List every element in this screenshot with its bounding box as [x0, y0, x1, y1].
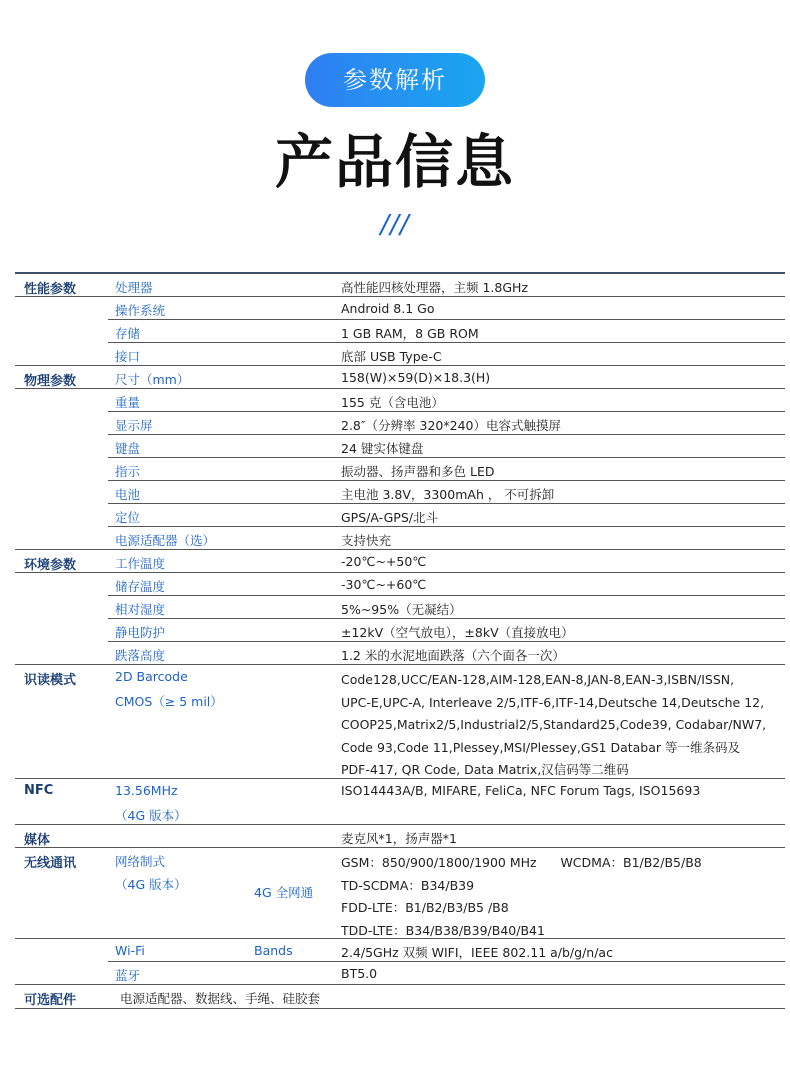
spec-label: 相对湿度 [115, 602, 166, 617]
section-badge: 参数解析 [305, 53, 485, 107]
spec-label: 指示 [115, 464, 141, 479]
spec-value-line: Code128,UCC/EAN-128,AIM-128,EAN-8,JAN-8,EAN-3,ISBN/ISSN, [341, 672, 735, 687]
spec-label: 储存温度 [115, 579, 166, 594]
category-label: 识读模式 [24, 673, 77, 688]
table-row [108, 939, 785, 962]
media-row [15, 825, 785, 848]
category-label: 可选配件 [24, 993, 77, 1008]
spec-value: 158(W)×59(D)×18.3(H) [341, 370, 491, 385]
category-label: 媒体 [24, 833, 51, 848]
spec-value: GPS/A-GPS/北斗 [341, 510, 438, 525]
physical-group [15, 366, 785, 550]
table-row [108, 619, 785, 642]
accessories-row [15, 985, 785, 1009]
spec-label: 跌落高度 [115, 648, 166, 663]
spec-label: Wi-Fi [115, 943, 145, 958]
table-row [108, 297, 785, 320]
table-row [108, 412, 785, 435]
spec-value: 2.8″（分辨率 320*240）电容式触摸屏 [341, 418, 561, 433]
spec-value: 电源适配器、数据线、手绳、硅胶套 [120, 991, 321, 1006]
spec-value: 主电池 3.8V，3300mAh ， 不可拆卸 [341, 487, 555, 502]
table-row [15, 962, 785, 985]
spec-value: 1.2 米的水泥地面跌落（六个面各一次） [341, 648, 565, 663]
category-label: 无线通讯 [24, 856, 77, 871]
spec-label: 蓝牙 [115, 968, 141, 983]
spec-value: Android 8.1 Go [341, 301, 435, 316]
spec-label: 接口 [115, 349, 141, 364]
spec-label: 静电防护 [115, 625, 166, 640]
spec-label: 电池 [115, 487, 141, 502]
spec-value-line: COOP25,Matrix2/5,Industrial2/5,Standard25,Code39, Codabar/NW7, [341, 717, 767, 732]
table-row [15, 527, 785, 550]
table-row [108, 389, 785, 412]
spec-label: 定位 [115, 510, 141, 525]
table-row [108, 481, 785, 504]
table-row [108, 320, 785, 343]
spec-label: 网络制式 [115, 854, 166, 869]
spec-value: 1 GB RAM，8 GB ROM [341, 326, 479, 341]
table-row [15, 848, 785, 939]
spec-mid-label: Bands [254, 943, 293, 958]
page-title: 产品信息 [274, 128, 515, 196]
spec-label: 重量 [115, 395, 141, 410]
spec-label: 电源适配器（选） [115, 533, 216, 548]
spec-value-line: TD-SCDMA：B34/B39 [341, 877, 475, 893]
category-label: 环境参数 [24, 558, 77, 573]
spec-table [15, 272, 785, 1009]
spec-value: 5%~95%（无凝结） [341, 602, 462, 617]
spec-value: 底部 USB Type-C [341, 349, 442, 364]
table-row [108, 596, 785, 619]
table-row [15, 550, 785, 573]
spec-value-line: Code 93,Code 11,Plessey,MSI/Plessey,GS1 Databar 等一维条码及 [341, 739, 740, 755]
category-label: NFC [24, 783, 54, 798]
spec-value: -20℃~+50℃ [341, 554, 427, 569]
spec-label: 2D Barcode [115, 669, 188, 684]
spec-value-line: TDD-LTE：B34/B38/B39/B40/B41 [341, 922, 545, 938]
table-row [15, 366, 785, 389]
spec-label: 显示屏 [115, 418, 153, 433]
category-label: 物理参数 [24, 374, 77, 389]
performance-group [15, 274, 785, 366]
spec-value: 155 克（含电池） [341, 395, 444, 410]
spec-label: 操作系统 [115, 303, 166, 318]
spec-label: 13.56MHz [115, 783, 178, 798]
spec-value: 振动器、扬声器和多色 LED [341, 464, 495, 479]
table-row [108, 573, 785, 596]
spec-value: ISO14443A/B, MIFARE, FeliCa, NFC Forum Tags, ISO15693 [341, 783, 701, 798]
spec-sublabel: （4G 版本） [115, 808, 187, 823]
environment-group [15, 550, 785, 665]
nfc-row [15, 779, 785, 825]
spec-value: -30℃~+60℃ [341, 577, 427, 592]
spec-value: ±12kV（空气放电），±8kV（直接放电） [341, 625, 574, 640]
spec-value: 支持快充 [341, 533, 392, 548]
spec-value-line: UPC-E,UPC-A, Interleave 2/5,ITF-6,ITF-14,Deutsche 14,Deutsche 12, [341, 694, 765, 710]
spec-value: 24 键实体键盘 [341, 441, 424, 456]
title-divider: /// [380, 210, 410, 240]
spec-value: 麦克风*1，扬声器*1 [341, 831, 457, 846]
spec-sublabel: （4G 版本） [115, 877, 187, 892]
spec-label: 尺寸（mm） [115, 372, 190, 387]
spec-sublabel: CMOS（≥ 5 mil） [115, 694, 223, 709]
spec-mid-label: 4G 全网通 [254, 885, 314, 900]
spec-value: 2.4/5GHz 双频 WIFI，IEEE 802.11 a/b/g/n/ac [341, 945, 613, 960]
spec-value-line: FDD-LTE：B1/B2/B3/B5 /B8 [341, 900, 509, 915]
spec-label: 存储 [115, 326, 141, 341]
spec-value-line: PDF-417, QR Code, Data Matrix,汉信码等二维码 [341, 762, 629, 777]
table-row [108, 504, 785, 527]
table-row [108, 458, 785, 481]
spec-value-line: GSM：850/900/1800/1900 MHz WCDMA：B1/B2/B5/B8 [341, 855, 702, 870]
spec-value-block [341, 669, 766, 782]
table-row [108, 435, 785, 458]
scan-row [15, 665, 785, 779]
wireless-group [15, 848, 785, 985]
table-row [15, 642, 785, 665]
spec-label: 处理器 [115, 280, 153, 295]
spec-label: 工作温度 [115, 556, 166, 571]
table-row [15, 274, 785, 297]
spec-value: 高性能四核处理器，主频 1.8GHz [341, 280, 529, 295]
spec-value: BT5.0 [341, 966, 378, 981]
table-row [15, 343, 785, 366]
spec-value-block [341, 852, 702, 942]
category-label: 性能参数 [24, 282, 77, 297]
spec-label: 键盘 [115, 441, 141, 456]
